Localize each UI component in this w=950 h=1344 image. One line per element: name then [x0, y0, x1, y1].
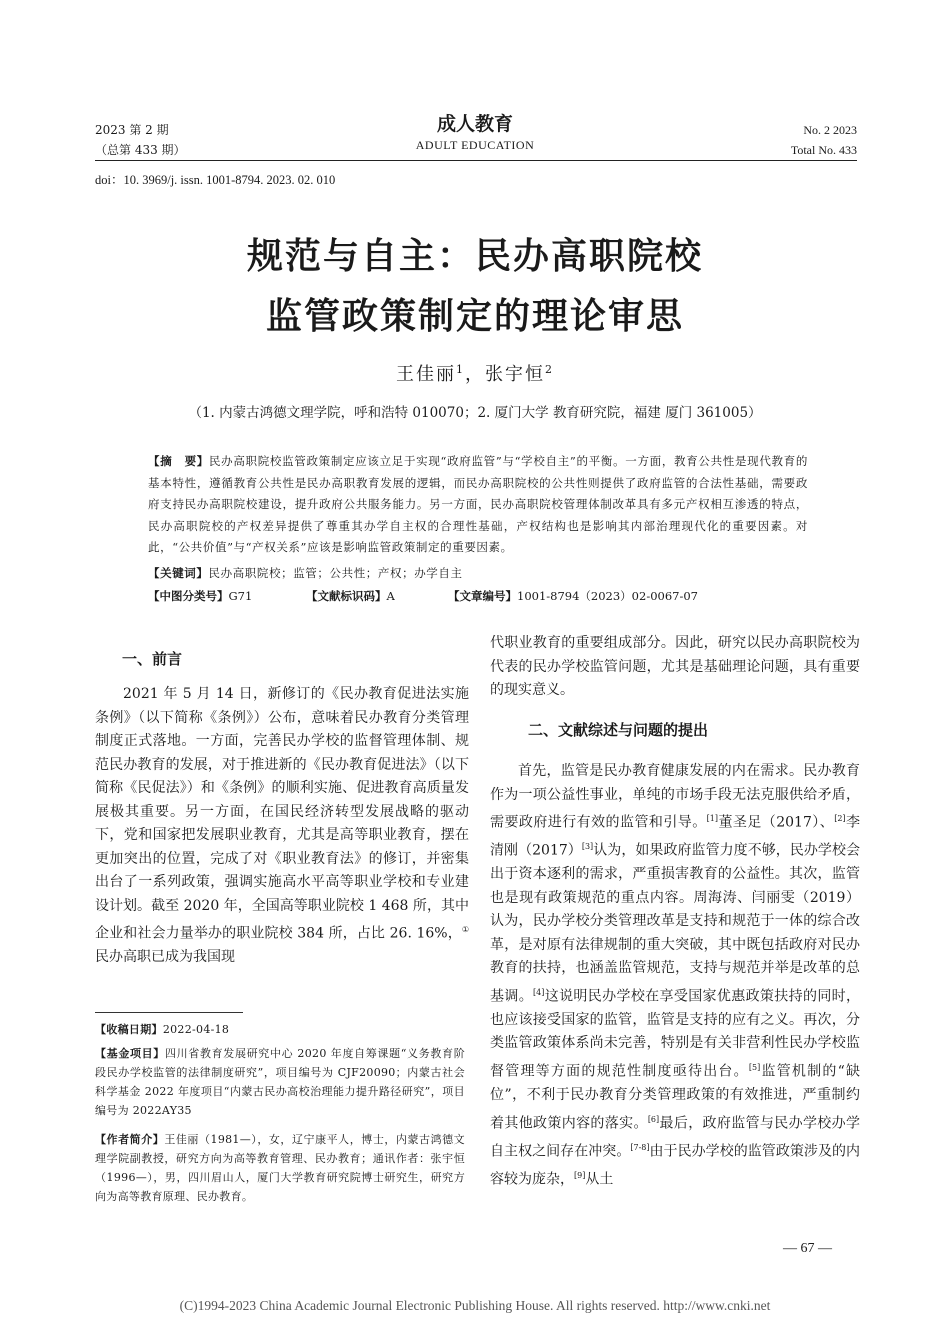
issue-cn: 2023 第 2 期	[95, 123, 169, 137]
s2-text-g: 最后，政府监管与民办学校办学自主权之间存在冲突。	[490, 1115, 861, 1160]
journal-title-en: ADULT EDUCATION	[415, 138, 535, 152]
footnote-author	[95, 1130, 465, 1206]
abstract	[148, 451, 808, 559]
paper-title-line2: 监管政策制定的理论审思	[265, 296, 684, 337]
ref-6[interactable]: [6]	[647, 1114, 660, 1124]
ref-1[interactable]: [1]	[706, 814, 719, 823]
doc-code	[306, 588, 395, 604]
section-2-heading: 二、文献综述与问题的提出	[528, 721, 709, 739]
s2-text-b: 董圣足（2017）、	[718, 814, 835, 831]
s2-text-c: 李清刚（2017）	[490, 814, 860, 859]
s2-text-h: 由于民办学校的监管政策涉及的内容较为庞杂，	[490, 1143, 861, 1188]
s2-text-d: 认为，如果政府监管力度不够，民办学校会出于资本逐利的需求，严重损害教育的公益性。其次，监管也是现有政策规范的重点内容。周海涛、闫丽雯（2019）认为，民办学校分类管理改革是支持和规范于一体的综合改革，是对原有法律规制的重大突破，其中既包括政府对民办教育的扶持，也涵盖监管规范，支持与规范并举是改革的总基调。	[490, 842, 860, 1005]
authors	[0, 360, 950, 386]
keywords-label: 【关键词】	[148, 566, 209, 580]
s2-text-a: 首先，监管是民办教育健康发展的内在需求。民办教育作为一项公益性事业，单纯的市场手段无法克服供给矛盾，需要政府进行有效的监管和引导。	[490, 763, 860, 831]
footnote-fund	[95, 1044, 465, 1120]
abstract-label: 【摘 要】	[148, 454, 209, 468]
s2-text-i: 从土	[585, 1171, 614, 1188]
author-2-affil: 2	[545, 363, 554, 376]
article-value: 1001-8794（2023）02-0067-07	[517, 589, 698, 603]
keywords-text: 民办高职院校；监管；公共性；产权；办学自主	[208, 566, 463, 580]
footnote-rule	[95, 1012, 243, 1013]
copyright-footer: (C)1994-2023 China Academic Journal Electronic Publishing House. All rights reserved. http://www.cnki.net	[179, 1298, 771, 1313]
clc-code	[148, 588, 252, 604]
s2-text-e: 这说明民办学校在享受国家优惠政策扶持的同时，也应该接受国家的监管，监管是支持的应有之义。再次，分类监管政策体系尚未完善，特别是有关非营利性民办学校监督管理等方面的规范性制度亟待出台。	[490, 988, 861, 1080]
page-number: — 67 —	[783, 1241, 832, 1256]
note-mark[interactable]: ①	[461, 925, 469, 934]
doc-label: 【文献标识码】	[306, 589, 387, 603]
section-1-text-end: 民办高职已成为我国现	[95, 949, 235, 966]
journal-title-cn: 成人教育	[436, 113, 513, 135]
ref-3[interactable]: [3]	[581, 842, 594, 852]
clc-value: G71	[228, 589, 253, 603]
affiliations: （1. 内蒙古鸿德文理学院，呼和浩特 010070；2. 厦门大学 教育研究院，福建 厦门 361005）	[188, 405, 762, 421]
ref-9[interactable]: [9]	[574, 1170, 586, 1180]
issue-info-en	[791, 120, 857, 160]
author-bio-text: 王佳丽（1981—），女，辽宁康平人，博士，内蒙古鸿德文理学院副教授，研究方向为高等教育管理、民办教育；通讯作者：张宇恒（1996—），男，四川眉山人，厦门大学教育研究院博士研究生，研究方向为高等教育原理、民办教育。	[95, 1133, 465, 1203]
keywords	[148, 565, 463, 581]
fund-text: 四川省教育发展研究中心 2020 年度自筹课题“义务教育阶段民办学校监管的法律制度研究”，项目编号为 CJF20090；内蒙古社会科学基金 2022 年度项目“内蒙古民办高校治理能力提升路径研究”，项目编号为 2022AY35	[95, 1047, 465, 1117]
ref-4[interactable]: [4]	[533, 987, 545, 997]
author-bio-label: 【作者简介】	[95, 1133, 165, 1146]
ref-2[interactable]: [2]	[834, 814, 846, 823]
section-1-heading: 一、前言	[122, 650, 183, 668]
author-separator: ，	[465, 364, 485, 385]
issue-en: No. 2 2023	[803, 123, 857, 137]
footnote-received	[95, 1020, 465, 1039]
doi[interactable]: doi：10. 3969/j. issn. 1001-8794. 2023. 02. 010	[95, 173, 336, 187]
ref-5[interactable]: [5]	[748, 1062, 761, 1072]
total-issue-cn: （总第 433 期）	[95, 143, 186, 157]
article-label: 【文章编号】	[448, 589, 517, 603]
doc-value: A	[386, 589, 395, 603]
author-1: 王佳丽	[396, 364, 456, 385]
section-1-continuation: 代职业教育的重要组成部分。因此，研究以民办高职院校为代表的民办学校监管问题，尤其是基础理论问题，具有重要的现实意义。	[490, 635, 860, 698]
section-2-paragraph	[490, 760, 860, 1192]
header-rule	[95, 160, 857, 161]
ref-7-8[interactable]: [7-8]	[630, 1142, 650, 1152]
total-issue-en: Total No. 433	[790, 143, 857, 157]
abstract-text: 民办高职院校监管政策制定应该立足于实现“政府监管”与“学校自主”的平衡。一方面，教育公共性是现代教育的基本特性，遵循教育公共性是民办高职教育发展的逻辑，而民办高职院校的公共性则提供了政府监管的合法性基础，需要政府支持民办高职院校建设，提升政府公共服务能力。另一方面，民办高职院校管理体制改革具有多元产权相互渗透的特点，民办高职院校的产权差异提供了尊重其办学自主权的合理性基础，产权结构也是影响其内部治理现代化的重要因素。对此，“公共价值”与“产权关系”应该是影响监管政策制定的重要因素。	[148, 454, 808, 554]
article-number	[448, 588, 698, 604]
received-label: 【收稿日期】	[95, 1023, 163, 1036]
section-1-paragraph	[95, 683, 469, 970]
author-2: 张宇恒	[485, 364, 545, 385]
s2-text-f: 监管机制的“缺位”，不利于民办教育分类管理政策的有效推进，严重制约着其他政策内容的落实。	[490, 1063, 860, 1132]
clc-label: 【中图分类号】	[148, 589, 229, 603]
received-date: 2022-04-18	[162, 1023, 230, 1036]
paper-title-line1: 规范与自主：民办高职院校	[246, 236, 703, 277]
section-1-text: 2021 年 5 月 14 日，新修订的《民办教育促进法实施条例》（以下简称《条例》）公布，意味着民办教育分类管理制度正式落地。一方面，完善民办学校的监督管理体制、规范民办教育的发展，对于推进新的《民办教育促进法》（以下简称《民促法》）和《条例》的顺利实施、促进教育高质量发展极其重要。另一方面，在国民经济转型发展战略的驱动下，党和国家把发展职业教育，尤其是高等职业教育，摆在更加突出的位置，完成了对《职业教育法》的修订，并密集出台了一系列政策，强调实施高水平高等职业学校和专业建设计划。截至 2020 年，全国高等职业院校 1 468 所，其中企业和社会力量举办的职业院校 384 所，占比 26. 16%，	[95, 686, 469, 942]
author-1-affil: 1	[456, 363, 465, 376]
fund-label: 【基金项目】	[95, 1047, 165, 1060]
